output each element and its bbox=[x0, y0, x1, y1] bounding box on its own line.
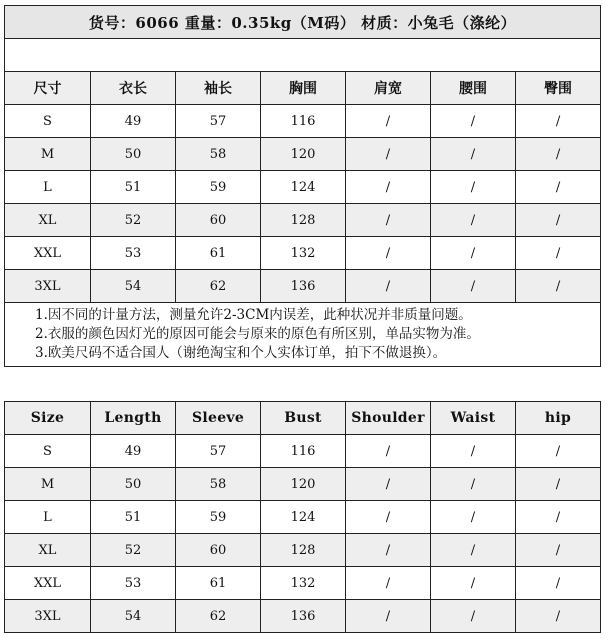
table-cell: / bbox=[431, 270, 516, 303]
english-size-table bbox=[4, 401, 601, 633]
table-cell: / bbox=[516, 534, 601, 567]
table-cell: 49 bbox=[91, 435, 176, 468]
table-cell: / bbox=[346, 204, 431, 237]
table-cell: 58 bbox=[176, 138, 261, 171]
table-cell: / bbox=[431, 105, 516, 138]
table-cell: / bbox=[346, 567, 431, 600]
header-cell: Bust bbox=[261, 402, 346, 435]
table-cell: / bbox=[516, 270, 601, 303]
header-cell: hip bbox=[516, 402, 601, 435]
table-cell: 49 bbox=[91, 105, 176, 138]
header-cell: Size bbox=[5, 402, 91, 435]
header-cell: 臀围 bbox=[516, 72, 601, 105]
chinese-size-table bbox=[4, 5, 601, 367]
table-cell: / bbox=[431, 501, 516, 534]
notes-cell bbox=[5, 303, 601, 367]
table-cell: / bbox=[431, 468, 516, 501]
table-cell: / bbox=[431, 204, 516, 237]
table-row bbox=[5, 237, 601, 270]
header-cell: Length bbox=[91, 402, 176, 435]
table-cell: / bbox=[431, 600, 516, 633]
table-cell: / bbox=[516, 105, 601, 138]
table-cell: 59 bbox=[176, 171, 261, 204]
table-cell: XXL bbox=[5, 567, 91, 600]
table-cell: / bbox=[516, 567, 601, 600]
product-info-row bbox=[5, 6, 601, 39]
header-cell: 衣长 bbox=[91, 72, 176, 105]
table-cell: 50 bbox=[91, 138, 176, 171]
table-cell: 60 bbox=[176, 534, 261, 567]
table-cell: M bbox=[5, 468, 91, 501]
table-cell: / bbox=[346, 105, 431, 138]
table-cell: / bbox=[346, 138, 431, 171]
table-row bbox=[5, 204, 601, 237]
table-cell: 132 bbox=[261, 237, 346, 270]
header-cell: Shoulder bbox=[346, 402, 431, 435]
table-cell: M bbox=[5, 138, 91, 171]
table-cell: 62 bbox=[176, 270, 261, 303]
header-cell: 胸围 bbox=[261, 72, 346, 105]
header-cell: Sleeve bbox=[176, 402, 261, 435]
table-cell: / bbox=[431, 237, 516, 270]
table-cell: 3XL bbox=[5, 600, 91, 633]
table-cell: L bbox=[5, 501, 91, 534]
table-cell: 3XL bbox=[5, 270, 91, 303]
table-cell: / bbox=[516, 435, 601, 468]
table-cell: / bbox=[346, 171, 431, 204]
table-cell: 52 bbox=[91, 204, 176, 237]
table-cell: / bbox=[516, 600, 601, 633]
table-cell: / bbox=[516, 204, 601, 237]
table-cell: L bbox=[5, 171, 91, 204]
table-cell: 136 bbox=[261, 600, 346, 633]
table-cell: 51 bbox=[91, 171, 176, 204]
table-cell: 116 bbox=[261, 105, 346, 138]
table-row bbox=[5, 105, 601, 138]
note-line: 2.衣服的颜色因灯光的原因可能会与原来的原色有所区别，单品实物为准。 bbox=[35, 326, 480, 342]
table-cell: S bbox=[5, 435, 91, 468]
table-cell: / bbox=[431, 435, 516, 468]
table-cell: 58 bbox=[176, 468, 261, 501]
table-cell: / bbox=[346, 600, 431, 633]
table-cell: 57 bbox=[176, 435, 261, 468]
table-row bbox=[5, 501, 601, 534]
table-cell: 124 bbox=[261, 171, 346, 204]
table-cell: 54 bbox=[91, 270, 176, 303]
notes-row bbox=[5, 303, 601, 367]
table-cell: 120 bbox=[261, 468, 346, 501]
header-cell: 袖长 bbox=[176, 72, 261, 105]
table-cell: 116 bbox=[261, 435, 346, 468]
table-cell: XL bbox=[5, 204, 91, 237]
header-cell: 腰围 bbox=[431, 72, 516, 105]
table-cell: 59 bbox=[176, 501, 261, 534]
blank-row bbox=[5, 39, 601, 72]
header-cell: 尺寸 bbox=[5, 72, 91, 105]
table-cell: 53 bbox=[91, 237, 176, 270]
table-cell: 60 bbox=[176, 204, 261, 237]
table-cell: 128 bbox=[261, 204, 346, 237]
table-cell: / bbox=[346, 435, 431, 468]
table-cell: 128 bbox=[261, 534, 346, 567]
table-cell: / bbox=[346, 270, 431, 303]
table-row bbox=[5, 435, 601, 468]
table-row bbox=[5, 534, 601, 567]
table-cell: 52 bbox=[91, 534, 176, 567]
header-row bbox=[5, 402, 601, 435]
table-cell: 54 bbox=[91, 600, 176, 633]
table-cell: / bbox=[431, 567, 516, 600]
table-cell: / bbox=[431, 171, 516, 204]
table-cell: / bbox=[346, 468, 431, 501]
table-row bbox=[5, 600, 601, 633]
table-cell: 132 bbox=[261, 567, 346, 600]
table-cell: / bbox=[346, 237, 431, 270]
product-info: 货号：6066 重量：0.35kg（M码） 材质：小兔毛（涤纶） bbox=[5, 6, 601, 39]
table-cell: 136 bbox=[261, 270, 346, 303]
table-cell: / bbox=[516, 501, 601, 534]
header-row bbox=[5, 72, 601, 105]
table-cell: / bbox=[516, 468, 601, 501]
table-cell: XXL bbox=[5, 237, 91, 270]
table-cell: S bbox=[5, 105, 91, 138]
table-cell: 120 bbox=[261, 138, 346, 171]
note-line: 1.因不同的计量方法，测量允许2-3CM内误差，此种状况并非质量问题。 bbox=[35, 307, 472, 323]
table-cell: / bbox=[516, 237, 601, 270]
table-cell: 61 bbox=[176, 237, 261, 270]
table-row bbox=[5, 468, 601, 501]
table-row bbox=[5, 138, 601, 171]
table-row bbox=[5, 567, 601, 600]
note-line: 3.欧美尺码不适合国人（谢绝淘宝和个人实体订单，拍下不做退换）。 bbox=[35, 345, 447, 361]
table-row bbox=[5, 171, 601, 204]
table-cell: 124 bbox=[261, 501, 346, 534]
header-cell: Waist bbox=[431, 402, 516, 435]
table-cell: / bbox=[431, 534, 516, 567]
table-cell: 51 bbox=[91, 501, 176, 534]
table-cell: / bbox=[516, 171, 601, 204]
table-cell: / bbox=[346, 534, 431, 567]
table-cell: 57 bbox=[176, 105, 261, 138]
table-row bbox=[5, 270, 601, 303]
table-cell: 53 bbox=[91, 567, 176, 600]
table-cell: / bbox=[346, 501, 431, 534]
header-cell: 肩宽 bbox=[346, 72, 431, 105]
table-cell: 62 bbox=[176, 600, 261, 633]
table-cell: / bbox=[516, 138, 601, 171]
table-cell: 61 bbox=[176, 567, 261, 600]
table-cell: / bbox=[431, 138, 516, 171]
table-cell: 50 bbox=[91, 468, 176, 501]
table-cell: XL bbox=[5, 534, 91, 567]
